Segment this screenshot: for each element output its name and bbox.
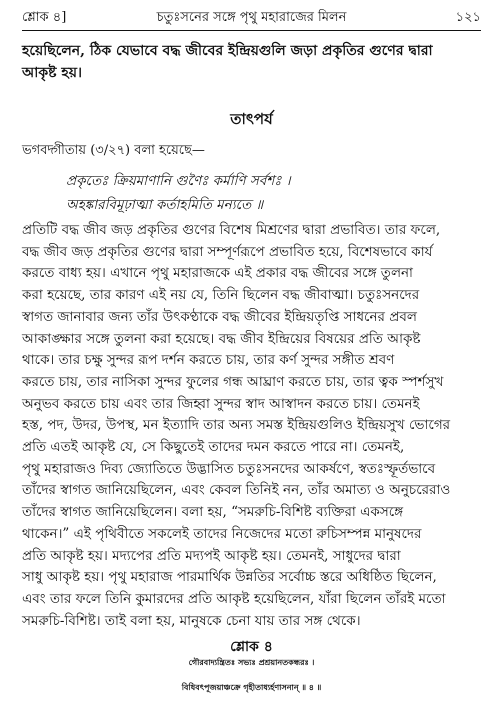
body-line: স্বাগত জানাবার জন্য তাঁর উৎকণ্ঠাকে বদ্ধ জীবের ইন্দ্রিয়তৃপ্তি সাধনের প্রবল bbox=[22, 308, 417, 325]
page-number: ১২১ bbox=[455, 10, 481, 25]
body-line: সমরুচি-বিশিষ্ট। তাই বলা হয়, মানুষকে চেনা যায় তার সঙ্গ থেকে। bbox=[22, 612, 361, 629]
header-divider bbox=[22, 30, 481, 31]
body-line: তাঁদের স্বাগত জানিয়েছিলেন। বলা হয়, “সমরুচি-বিশিষ্ট ব্যক্তিরা একসঙ্গে bbox=[22, 504, 404, 521]
translation-text bbox=[22, 40, 481, 84]
body-line: এবং তার ফলে তিনি কুমারদের প্রতি আকৃষ্ট হয়েছিলেন, যাঁরা ছিলেন তাঁরই মতো bbox=[22, 590, 446, 607]
header-verse-ref: শ্লোক ৪] bbox=[22, 10, 67, 25]
body-line: প্রতি এতই আকৃষ্ট যে, সে কিছুতেই তাদের দমন করতে পারে না। তেমনই, bbox=[22, 439, 405, 456]
purport-intro: ভগবদ্গীতায় (৩/২৭) বলা হয়েছে— bbox=[22, 143, 205, 158]
body-line: বদ্ধ জীব জড় প্রকৃতির গুণের দ্বারা সম্পূর্ণরূপে প্রভাবিত হয়ে, বিশেষভাবে কার্য bbox=[22, 243, 433, 260]
body-line: করা হয়েছে, তার কারণ এই নয় যে, তিনি ছিলেন বদ্ধ জীবাত্মা। চতুঃসনদের bbox=[22, 287, 420, 304]
translation-line: আকৃষ্ট হয়। bbox=[22, 65, 82, 81]
quoted-verse-line: প্রকৃতেঃ ক্রিয়মাণানি গুণৈঃ কর্মাণি সর্বশঃ । bbox=[66, 173, 291, 189]
translation-line: হয়েছিলেন, ঠিক যেভাবে বদ্ধ জীবের ইন্দ্রিয়গুলি জড়া প্রকৃতির গুণের দ্বারা bbox=[22, 43, 433, 59]
sloka-line: গৌরবাদ্যন্ত্রিতঃ সভ্যঃ প্রশ্রয়ানতকন্ধরঃ । bbox=[188, 657, 315, 667]
page-header bbox=[22, 8, 481, 30]
body-line: সাধু আকৃষ্ট হয়। পৃথু মহারাজ পারমার্থিক উন্নতির সর্বোচ্চ স্তরে অধিষ্ঠিত ছিলেন, bbox=[22, 569, 437, 586]
sloka-heading: শ্লোক ৪ bbox=[230, 639, 273, 655]
purport-body bbox=[22, 220, 481, 632]
body-line: হস্ত, পদ, উদর, উপস্থ, মন ইত্যাদি তার অন্য সমস্ত ইন্দ্রিয়গুলিও ইন্দ্রিয়সুখ ভোগের bbox=[22, 417, 451, 434]
body-line: থাকে। তার চক্ষু সুন্দর রূপ দর্শন করতে চায়, তার কর্ণ সুন্দর সঙ্গীত শ্রবণ bbox=[22, 352, 395, 369]
quoted-verse-line: অহঙ্কারবিমূঢ়াত্মা কর্তাহমিতি মন্যতে ॥ bbox=[66, 197, 264, 213]
body-line: অনুভব করতে চায় এবং তার জিহ্বা সুন্দর স্বাদ আস্বাদন করতে চায়। তেমনই bbox=[22, 395, 420, 412]
body-line: প্রতি আকৃষ্ট হয়। মদ্যপের প্রতি মদ্যপই আকৃষ্ট হয়। তেমনই, সাধুদের দ্বারা bbox=[22, 547, 401, 564]
body-line: করতে বাধ্য হয়। এখানে পৃথু মহারাজকে এই প্রকার বদ্ধ জীবের সঙ্গে তুলনা bbox=[22, 265, 413, 282]
body-line: প্রতিটি বদ্ধ জীব জড় প্রকৃতির গুণের বিশেষ মিশ্রণের দ্বারা প্রভাবিত। তার ফলে, bbox=[22, 222, 441, 238]
body-line: তাঁদের স্বাগত জানিয়েছিলেন, এবং কেবল তিনিই নন, তাঁর অমাত্য ও অনুচরেরাও bbox=[22, 482, 451, 499]
purport-heading: তাৎপর্য bbox=[230, 110, 273, 128]
body-line: থাকেন।” এই পৃথিবীতে সকলেই তাদের নিজেদের মতো রুচিসম্পন্ন মানুষদের bbox=[22, 525, 422, 542]
header-chapter-title: চতুঃসনের সঙ্গে পৃথু মহারাজের মিলন bbox=[156, 10, 347, 25]
sloka-line: বিধিবৎপূজয়াঞ্চক্রে গৃহীতাধ্যর্হণাসনান্ ॥ ৪ ॥ bbox=[181, 682, 322, 692]
body-line: করতে চায়, তার নাসিকা সুন্দর ফুলের গন্ধ আঘ্রাণ করতে চায়, তার ত্বক স্পর্শসুখ bbox=[22, 373, 444, 390]
body-line: আকাঙ্ক্ষার সঙ্গে তুলনা করা হয়েছে। বদ্ধ জীব ইন্দ্রিয়ের বিষয়ের প্রতি আকৃষ্ট bbox=[22, 330, 421, 347]
body-line: পৃথু মহারাজও দিব্য জ্যোতিতে উদ্ভাসিত চতুঃসনদের আকর্ষণে, স্বতঃস্ফূর্তভাবে bbox=[22, 460, 436, 477]
